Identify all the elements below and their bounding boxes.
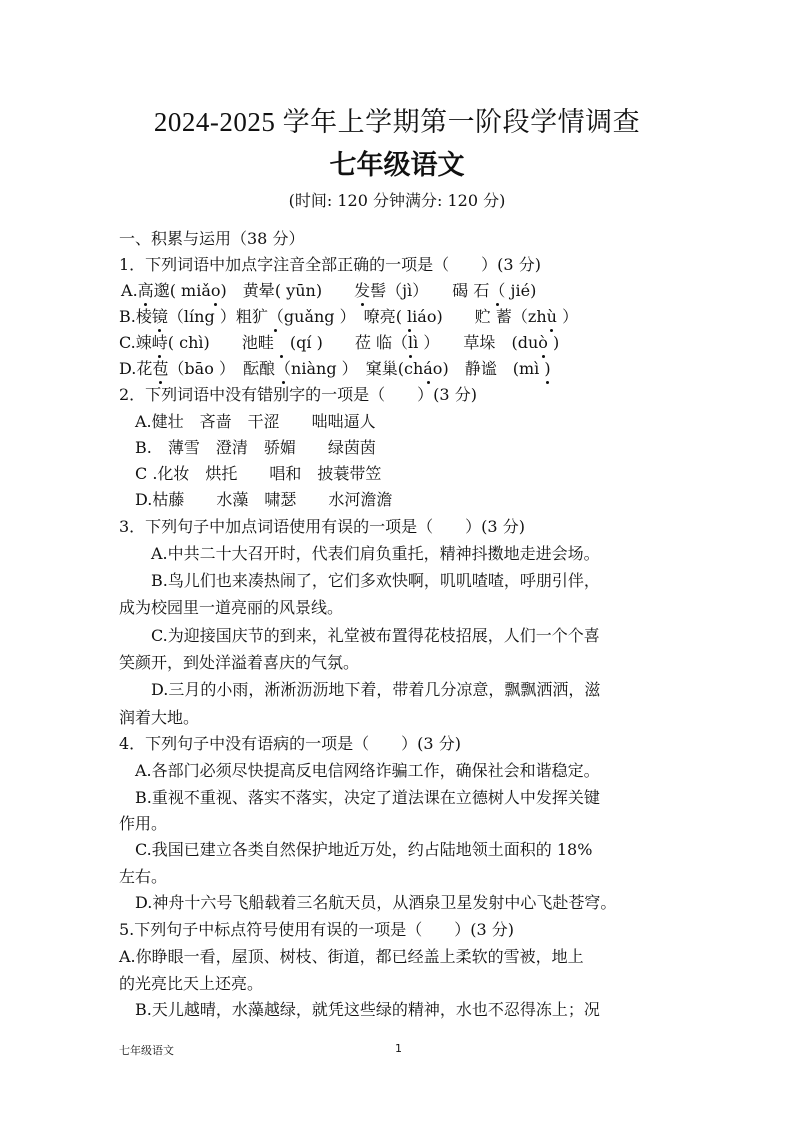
q4-option-b-cont: 作用。	[119, 814, 168, 833]
q2-option-c: C .化妆 烘托 唱和 披蓑带笠	[119, 464, 382, 483]
q1-option-b: B.棱镜（líng ）粗犷（guǎng ） 嘹亮( liáo) 贮 蓄（zhù ）	[119, 307, 579, 326]
q2-option-b: B. 薄雪 澄清 骄媚 绿茵茵	[119, 438, 376, 457]
question-2: 2．下列词语中没有错别字的一项是（ ）(3 分)	[119, 385, 477, 404]
emphasis-dot	[274, 333, 290, 352]
emphasis-dot: o	[210, 281, 221, 300]
emphasis-dot: 发	[354, 281, 371, 300]
q3-option-d: D.三月的小雨，淅淅沥沥地下着，带着几分凉意，飘飘洒洒，滋	[119, 680, 601, 699]
q5-option-a-cont: 的光亮比天上还亮。	[119, 974, 264, 993]
emphasis-dot: á	[423, 359, 433, 378]
q5-option-b: B.天儿越晴，水藻越绿，就凭这些绿的精神，水也不忍得冻上；况	[119, 1000, 600, 1019]
q3-option-d-cont: 润着大地。	[119, 708, 200, 727]
q3-option-c-cont: 笑颜开，到处洋溢着喜庆的气氛。	[119, 653, 360, 672]
section-heading: 一、积累与运用（38 分）	[119, 229, 305, 248]
q3-option-a: A.中共二十大召开时，代表们肩负重托，精神抖擞地走进会场。	[119, 544, 600, 563]
emphasis-dot: )	[544, 359, 551, 378]
page-subtitle: 七年级语文	[329, 150, 465, 181]
q2-option-d: D.枯藤 水藻 啸瑟 水河澹澹	[119, 490, 393, 509]
q2-option-a: A.健壮 吝啬 干涩 咄咄逼人	[119, 412, 376, 431]
question-1: 1．下列词语中加点字注音全部正确的一项是（ ）(3 分)	[119, 255, 541, 274]
q1-option-d: D.花苞（bāo ） 酝酿（niàng ） 窠巢(cháo) 静谧 (mì )	[119, 359, 551, 378]
emphasis-dot: （	[275, 359, 292, 378]
emphasis-dot: （	[267, 307, 284, 326]
emphasis-dot: l	[407, 307, 413, 326]
q5-option-a: A.你睁眼一看，屋顶、树枝、街道，都已经盖上柔软的雪被，地上	[119, 947, 584, 966]
page-number: 1	[395, 1042, 402, 1055]
q1-option-a: A.高邈( miǎo) 黄晕( yūn) 发髻（jì） 碣 石（ jié)	[121, 281, 537, 300]
page-title: 2024-2025 学年上学期第一阶段学情调查	[153, 107, 641, 137]
q3-option-c: C.为迎接国庆节的到来，礼堂被布置得花枝招展，人们一个个喜	[119, 626, 600, 645]
footer-subject: 七年级语文	[119, 1044, 174, 1057]
emphasis-dot: ù	[546, 307, 557, 326]
question-5: 5.下列句子中标点符号使用有误的一项是（ ）(3 分)	[119, 920, 515, 939]
q4-option-b: B.重视不重视、落实不落实，决定了道法课在立德树人中发挥关键	[119, 788, 600, 807]
q4-option-a: A.各部门必须尽快提高反电信网络诈骗工作，确保社会和谐稳定。	[119, 761, 600, 780]
question-4: 4．下列句子中没有语病的一项是（ ）(3 分)	[119, 734, 461, 753]
emphasis-dot: l	[408, 333, 414, 352]
question-3: 3．下列句子中加点词语使用有误的一项是（ ）(3 分)	[119, 517, 525, 536]
q1-option-c: C.竦峙( chì) 池畦 (qí ) 莅 临（lì ） 草垛 (duò )	[119, 333, 560, 352]
emphasis-dot: 峙	[151, 333, 168, 352]
exam-info: (时间: 120 分钟满分: 120 分)	[288, 191, 506, 210]
emphasis-dot: 镜	[151, 307, 168, 326]
q3-option-b-cont: 成为校园里一道亮丽的风景线。	[119, 598, 344, 617]
q3-option-b: B.鸟儿们也来凑热闹了，它们多欢快啊，叽叽喳喳，呼朋引伴，	[119, 571, 600, 590]
q4-option-d: D.神舟十六号飞船载着三名航天员，从酒泉卫星发射中心飞赴苍穹。	[119, 893, 617, 912]
emphasis-dot: （	[489, 281, 506, 300]
q4-option-c: C.我国已建立各类自然保护地近万处，约占陆地领土面积的 18%	[119, 840, 593, 859]
emphasis-dot: 高	[137, 281, 154, 300]
emphasis-dot: ò	[538, 333, 548, 352]
emphasis-dot: 苞	[152, 359, 169, 378]
q4-option-c-cont: 左右。	[119, 867, 168, 886]
